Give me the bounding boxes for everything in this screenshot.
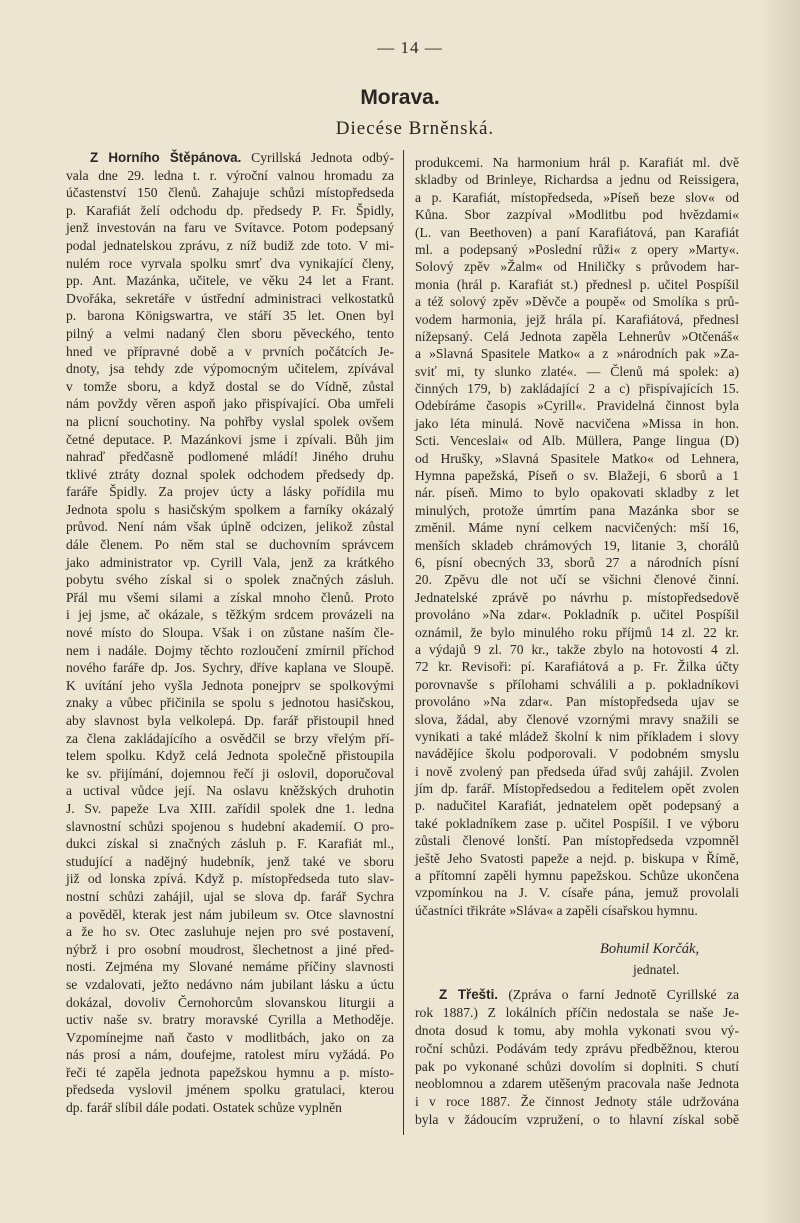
text-line: od Hrušky, »Slavná Spasitele Matko« od Lehnera, — [415, 450, 739, 466]
text-line: Solový zpěv »Žalm« od Hniličky s průvodem har- — [415, 259, 739, 275]
text-line: a p. Karafiát, místopředseda, »Píseň beze slov« od — [415, 189, 739, 205]
page-number: — 14 — — [377, 38, 443, 57]
text-line: provoláno »Na zdar«. Pokladník p. učitel Pospíšil — [415, 607, 739, 623]
text-line: v tomže sboru, a když dostal se do Vídně, zůstal — [66, 378, 394, 394]
text-line: pobytu svého získal si o spolek značných zásluh. — [66, 572, 394, 588]
text-line: produkcemi. Na harmonium hrál p. Karafiát ml. dvě — [415, 155, 739, 170]
text-line: K uvítání jeho vyšla Jednota ponejprv se spolkovými — [66, 677, 394, 693]
text-line: vodem harmonia, jejž hrála pí. Karafiátová, přednesl — [415, 311, 739, 327]
text-line: jenž investován na faru ve Svítavce. Potom podepsaný — [66, 220, 394, 236]
text-line: a výdajů 9 zl. 70 kr., takže zbylo na hotovosti 4 zl. — [415, 641, 739, 657]
text-line: provoláno »Na zdar«. Pan místopředseda ujav se — [415, 694, 739, 710]
text-line: účastenství 150 členů. Zahajuje schůzi místopředseda — [66, 185, 394, 201]
text-line: průvod. Není nám však úplně odcizen, jelikož zůstal — [66, 519, 394, 535]
text-line: vzpomínkou na J. V. císaře pána, jemuž provolali — [415, 885, 739, 901]
text-line: p. nadučitel Karafiát, jednatelem opět podepsaný a — [415, 798, 739, 814]
text-line: p. Karafiát želí odchodu dp. předsedy P. Fr. Špidly, — [66, 202, 394, 218]
text-line: jako administrator vp. Cyrill Vala, jenž za krátkého — [66, 554, 394, 570]
text-line: řeči té zapěla jednota papežskou hymnu a p. místo- — [66, 1064, 394, 1080]
text-line: účastníci třikráte »Sláva« a zapěli císařskou hymnu. — [415, 902, 698, 918]
text-line: Hymna papežská, Píseň o sv. Blažeji, 6 sborů a 1 — [415, 468, 739, 484]
text-line: dnoty, jsa tehdy zde výpomocným učitelem, zpívával — [66, 361, 394, 377]
text-line: 20. Zpěvu dle not učí se všichni členové činní. — [415, 572, 739, 588]
text-line: Vzpomínejme naň často v modlitbách, jako on za — [66, 1029, 394, 1045]
text-line: dokázal, dovoliv Černohorcům slovanskou liturgii a — [66, 994, 394, 1010]
text-line: porovnavše s přílohami schválili a p. pokladníkovi — [415, 676, 739, 692]
text-line: i nově zvolený pan předseda úřad svůj zahájil. Zvolen — [415, 763, 739, 779]
text-line: roční schůzi. Podávám tedy zprávu předběžnou, kterou — [415, 1040, 739, 1056]
text-line: pilný a velmi nadaný člen sboru pěveckého, tento — [66, 325, 394, 341]
text-line: nulém roce vyrvala spolku smrť dva vynikající členy, — [66, 255, 394, 271]
text-line: 6, písní obecných 33, sborů 27 a národních písní — [415, 554, 739, 570]
text-line — [415, 986, 739, 1004]
text-line: i jej jsme, ač okázale, s těžkým srdcem provázeli na — [66, 607, 394, 623]
column-divider — [403, 150, 404, 1135]
text-line: pp. Ant. Mazánka, učitele, ve věku 24 let a Frant. — [66, 273, 394, 289]
author-role: jednatel. — [633, 962, 680, 977]
text-line: dále členem. Po něm stal se duchovním správcem — [66, 537, 394, 553]
page-edge-shadow — [760, 0, 800, 1223]
text-line: vynikati a také mládež školní k nim příkladem i slovy — [415, 728, 739, 744]
text-line: činných 179, b) zakládající 2 a c) přispívajících 15. — [415, 381, 739, 397]
text-line: četné deputace. P. Mazánkovi jsme i zpívali. Bůh jim — [66, 431, 394, 447]
text-line: dukci získal si značných zásluh p. F. Karafiát ml., — [66, 836, 394, 852]
text-line: jako léta minulá. Nově nacvičena »Missa in hon. — [415, 415, 739, 431]
article-heading: Z Třešti. — [439, 987, 499, 1002]
text-line: Odebíráme časopis »Cyrill«. Pravidelná činnost byla — [415, 398, 739, 414]
text-line: skladby od Brinleye, Richardsa a jednu od Reissigera, — [415, 172, 739, 188]
diocese-title: Diecése Brněnská. — [335, 118, 495, 139]
text-line: nostní schůzi zahájil, ujal se slova dp. farář Sychra — [66, 888, 394, 904]
text-line: neoblomnou a zdarem utěšeným pracovala naše Jednota — [415, 1076, 739, 1092]
right-column-article-continued — [415, 154, 739, 919]
text-line: nové místo do Sloupa. Však i on zůstane naším čle- — [66, 625, 394, 641]
text-line: vala dne 29. ledna t. r. výroční valnou hromadu za — [66, 167, 394, 183]
text-line: také pokladníkem zase p. učitel Pospíšil. I ve výboru — [415, 815, 739, 831]
text-line: ještě Jeho Svatosti papeže a nejd. p. biskupa v Římě, — [415, 850, 739, 866]
text-line: podal jednatelskou zprávu, z níž budiž zde toto. V mi- — [66, 237, 394, 253]
text-line: telem spolku. Když celá Jednota společně přistoupila — [66, 748, 394, 764]
text-line: dp. farář slíbil dále podati. Ostatek schůze vyplněn — [66, 1100, 342, 1116]
text-line: Dvořáka, sekretáře v ústřední administraci velkostatků — [66, 290, 394, 306]
text-line: p. barona Königswartra, ve stáří 35 let. Onen byl — [66, 308, 394, 324]
text-line: menších skladeb chrámových 19, litanie 3, chorálů — [415, 537, 739, 553]
text-line: a přítomní zapěli hymnu papežskou. Schůze ukončena — [415, 868, 739, 884]
text-line: rok 1887.) Z lokálních příčin nedostala se naše Je- — [415, 1004, 739, 1020]
text-line: Přál mu všemi silami a získal mnoho členů. Proto — [66, 589, 394, 605]
text-line: a pověděl, kterak jest nám jubileum sv. Otce slavnostní — [66, 906, 394, 922]
text-line: 72 kr. Revisoři: pí. Karafiátová a p. Fr. Žilka účty — [415, 659, 739, 675]
text-line: a uctival vůdce její. Na oslavu kněžských druhotin — [66, 783, 394, 799]
text-line: se vzdalovati, ježto nedávno nám jubilant lásku a úctu — [66, 976, 394, 992]
text-line: a že ho sv. Otec zasluhuje nejen pro své postavení, — [66, 924, 394, 940]
text-line: nýbrž i pro osobní moudrost, šlechetnost a jiné před- — [66, 941, 394, 957]
text-line: nosti. Zejména my Slované nemáme příčiny slavnosti — [66, 959, 394, 975]
text-line: Jednatelské zprávě po návrhu p. místopředsedově — [415, 589, 739, 605]
text-line: slova, žádal, aby členové vzornými mravy snažili se — [415, 711, 739, 727]
text-line: a též solový zpěv »Děvče a poupě« od Smolíka s prů- — [415, 294, 739, 310]
text-line: na plicní souchotiny. Na pohřby vyslal spolek ovšem — [66, 413, 394, 429]
left-column-article — [66, 149, 394, 1117]
line-text: Cyrillská Jednota odbý- — [241, 150, 394, 165]
author-signature: Bohumil Korčák, — [600, 941, 700, 957]
text-line: J. Sv. papeže Lva XIII. zařídil spolek dne 1. ledna — [66, 800, 394, 816]
text-line: ke sv. přijímání, dojemnou řečí ji oslovil, doporučoval — [66, 765, 394, 781]
text-line: nového faráře dp. Jos. Sychry, dříve kaplana ve Sloupě. — [66, 660, 394, 676]
text-line: znaky a vůbec přičinila se spolu s jednotou hasičskou, — [66, 695, 394, 711]
text-line: monia (hrál p. Karafiát st.) přednesl p. učitel Pospíšil — [415, 276, 739, 292]
line-text: (Zpráva o farní Jednotě Cyrillské za — [498, 987, 739, 1002]
text-line: Scti. Venceslai« od Alb. Müllera, Pange lingua (D) — [415, 433, 739, 449]
text-line: nár. píseň. Mimo to bylo opakovati skladby z let — [415, 485, 739, 501]
text-line: uctiv naše sv. bratry moravské Cyrilla a Methoděje. — [66, 1012, 394, 1028]
second-article — [415, 986, 739, 1129]
region-title: Morava. — [360, 86, 440, 109]
text-line: nám povždy věren aspoň jako přispívající. Oba umřeli — [66, 396, 394, 412]
text-line: změnil. Máme nyní celkem nacvičených: mší 16, — [415, 520, 739, 536]
text-line: Jednota spolu s hasičským spolkem a farníky okázalý — [66, 501, 394, 517]
text-line: faráře Špidly. Za projev úcty a lásky pořídila mu — [66, 484, 394, 500]
text-line — [66, 149, 394, 167]
text-line: hned ve přípravné době a v prvních počátcích Je- — [66, 343, 394, 359]
text-line: zůstali členové lonští. Pan místopředseda vzpomněl — [415, 833, 739, 849]
text-line: nahraď předčasně podlomené mládí! Jiného druhu — [66, 449, 394, 465]
text-line: minulých, protože úmrtím pana Mazánka sbor se — [415, 502, 739, 518]
text-line: Kůna. Sbor zazpíval »Modlitbu pod hvězdami« — [415, 207, 739, 223]
text-line: předseda vyslovil jménem spolku gratulaci, kterou — [66, 1082, 394, 1098]
text-line: již od lonska zpívá. Když p. místopředseda tuto slav- — [66, 871, 394, 887]
text-line: za člena zakládajícího a osvědčil se brzy vřelým pří- — [66, 730, 394, 746]
text-line: tklivé ztráty doznal spolek odchodem předsedy dp. — [66, 466, 394, 482]
text-line: slavnostní schůzi spojenou s hudební akademií. O pro- — [66, 818, 394, 834]
text-line: nem i nadále. Dojmy těchto rozloučení zmírnil příchod — [66, 642, 394, 658]
article-heading: Z Horního Štěpánova. — [90, 150, 242, 165]
text-line: ml. a podepsaný »Poslední růži« z opery »Marty«. — [415, 241, 739, 257]
text-line: oznámil, že bylo minulého roku příjmů 14 zl. 22 kr. — [415, 624, 739, 640]
text-line: dnota dosud k tomu, aby mohla vykonati svou vý- — [415, 1022, 739, 1038]
text-line: aby slavnost byla velkolepá. Dp. farář přistoupil hned — [66, 713, 394, 728]
text-line: i v roce 1887. Že činnost Jednoty stále udržována — [415, 1094, 739, 1110]
text-line: navádějíce školu podporovali. V podobném smyslu — [415, 746, 739, 762]
text-line: jím dp. farář. Místopředsedou a ředitelem opět zvolen — [415, 781, 739, 797]
text-line: sviť mi, ty slunko zlaté«. — Členů má spolek: a) — [415, 363, 739, 379]
text-line: pak po vykonané schůzi dovolím si doplniti. S chutí — [415, 1058, 739, 1074]
text-line: nás prosí a nám, doufejme, ratolest míru vyžádá. Po — [66, 1047, 394, 1063]
text-line: a »Slavná Spasitele Matko« a z »národních pak »Za- — [415, 346, 739, 362]
text-line: byla v žádoucím vzpružení, o to hlavní získal sobě — [415, 1112, 739, 1128]
text-line: nížepsaný. Celá Jednota zapěla Lehnerův »Otčenáš« — [415, 328, 739, 344]
text-line: (L. van Beethoven) a paní Karafiátová, pan Karafiát — [415, 224, 739, 240]
text-line: studující a nadějný hudebník, jenž také ve sboru — [66, 853, 394, 869]
